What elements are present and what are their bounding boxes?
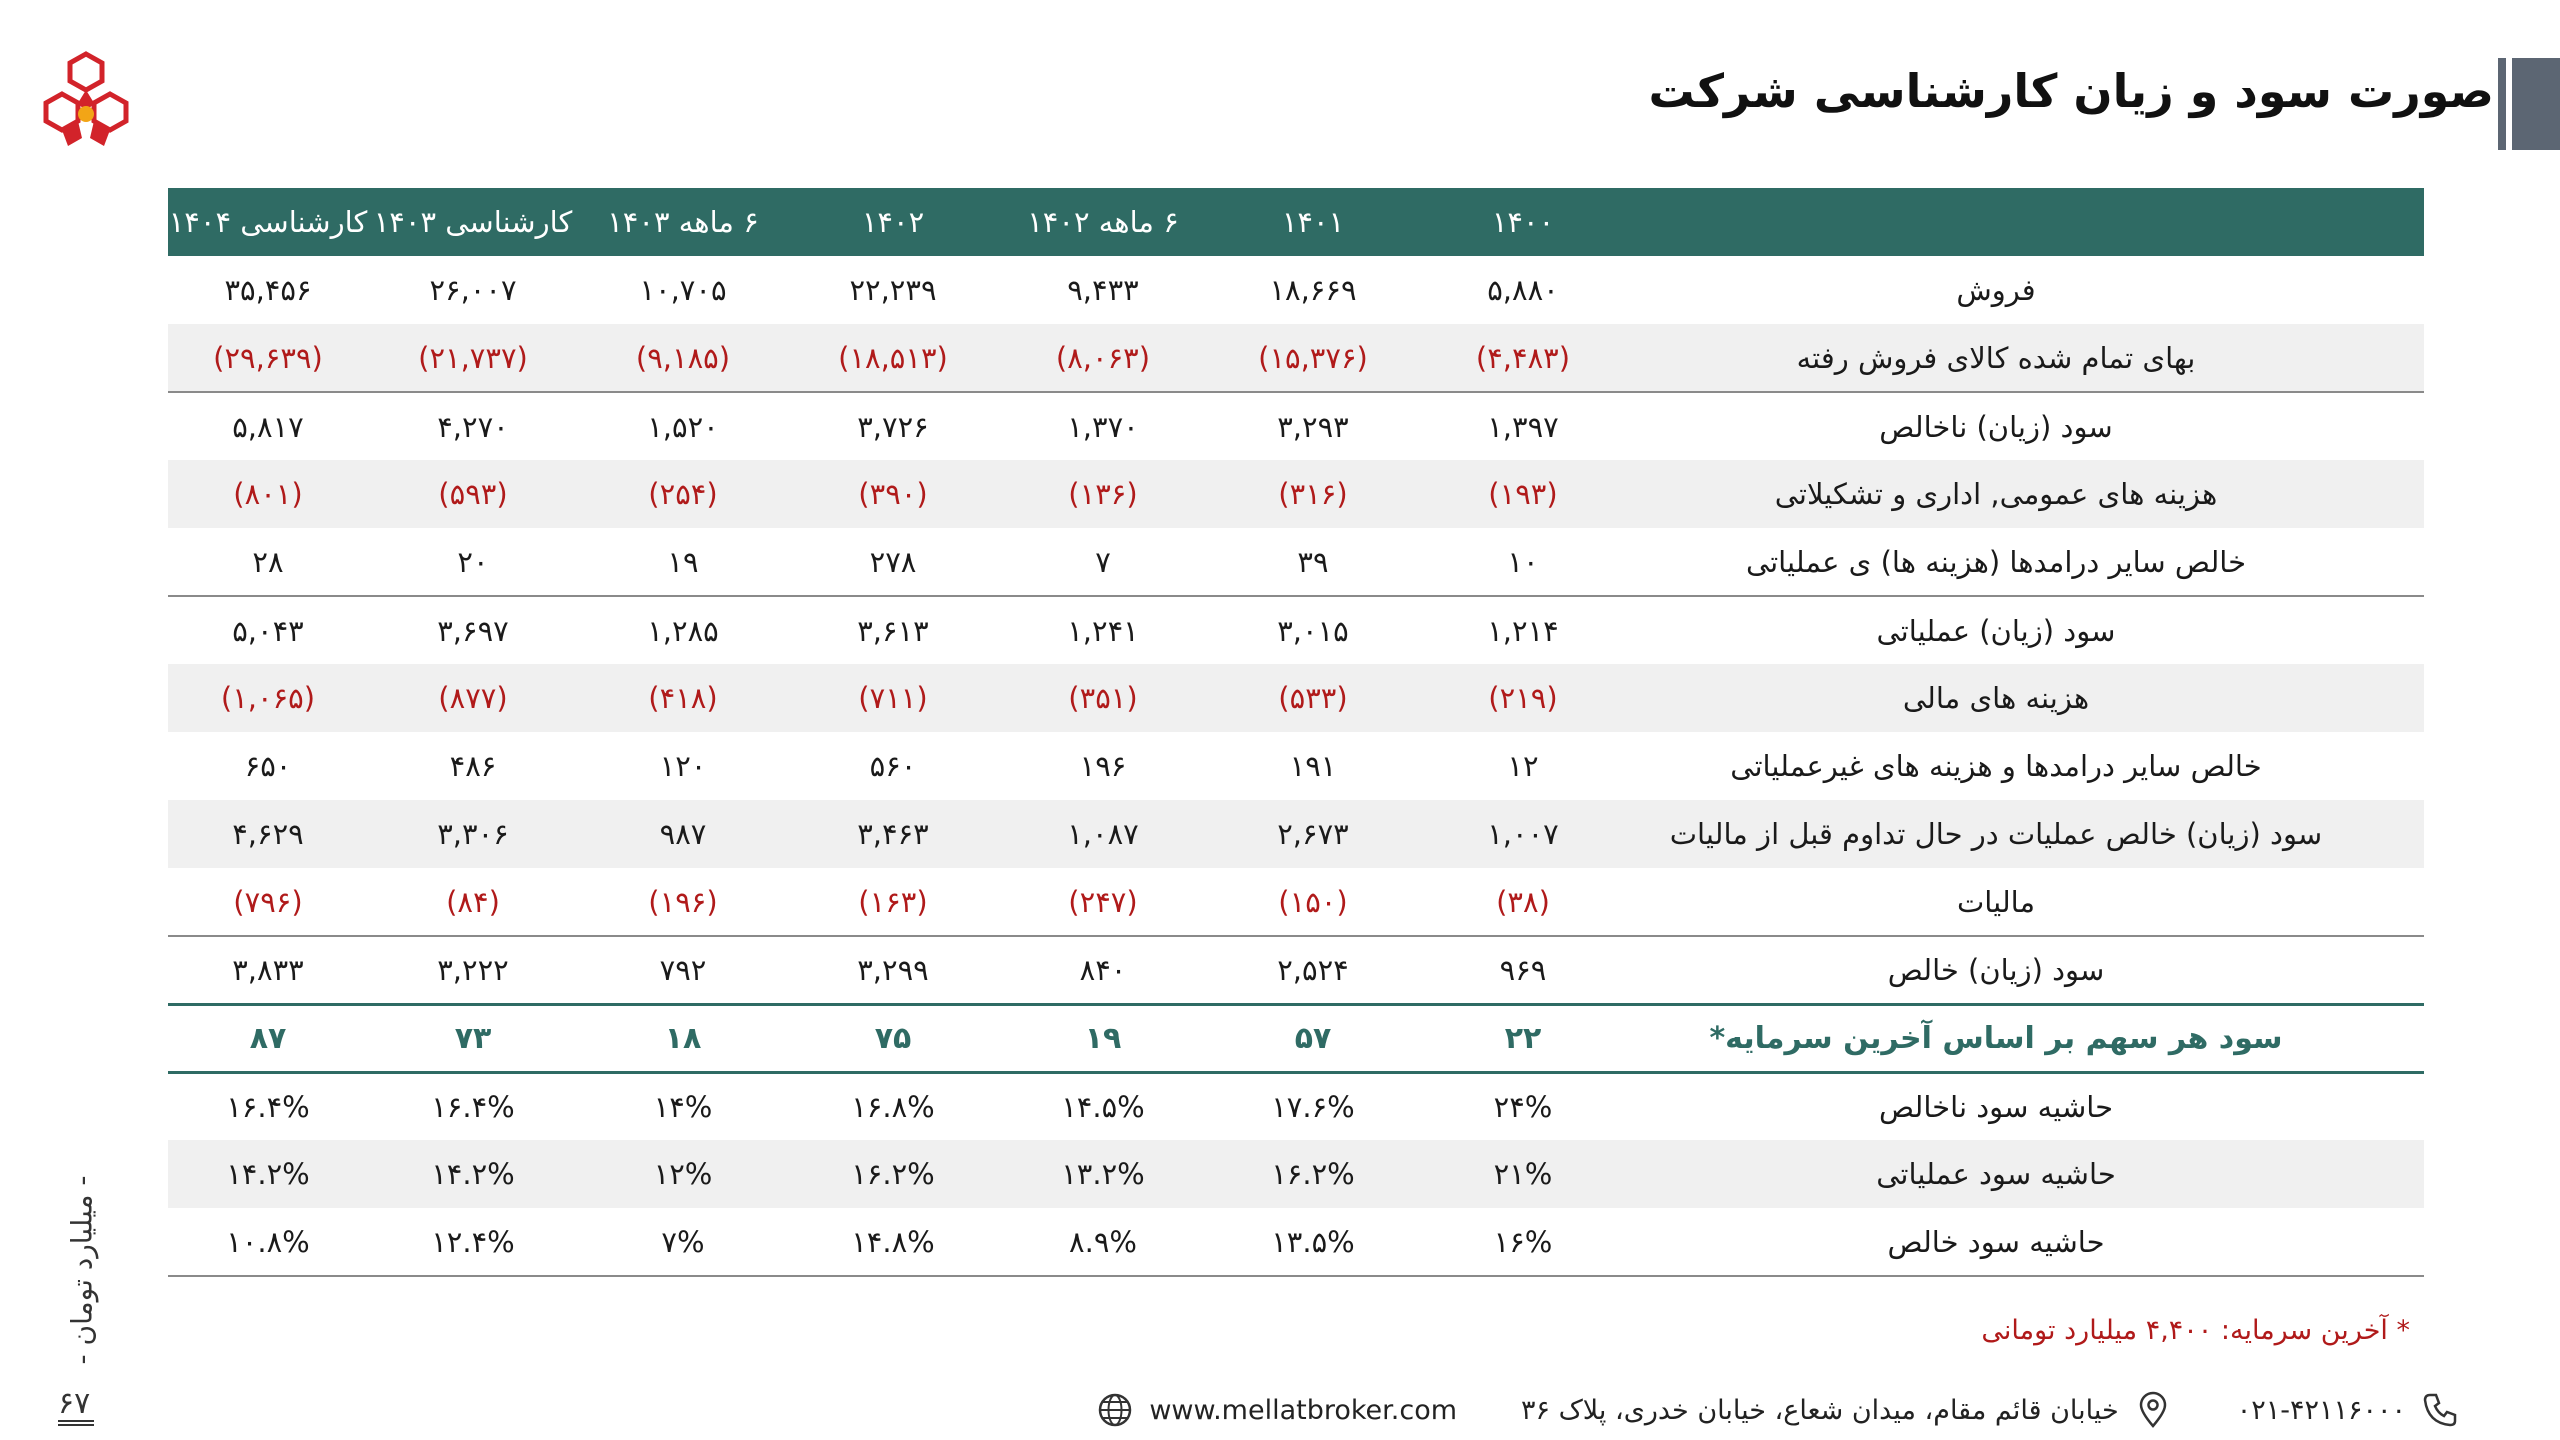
cell-value: ۱۹۱ [1289, 749, 1337, 783]
cell-value: ۴,۶۲۹ [168, 800, 368, 868]
cell-value: ۱,۲۴۱ [998, 596, 1208, 664]
cell-value: (۱,۰۶۵) [168, 664, 368, 732]
address-text: خیابان قائم مقام، میدان شعاع، خیابان خدری، پلاک ۳۶ [1521, 1394, 2119, 1426]
row-label: مالیات [1956, 884, 2036, 919]
cell-value: (۲۵۴) [578, 460, 788, 528]
cell-value: ۸.۹% [998, 1208, 1208, 1276]
cell-value: ۳۹ [1297, 544, 1329, 579]
unit-label-text: - میلیارد تومان - [65, 1175, 99, 1365]
cell-value: ۱۲% [578, 1140, 788, 1208]
cell-value: (۲۱۹) [1418, 664, 1628, 732]
cell-value: ۱۸,۶۶۹ [1269, 273, 1357, 307]
table-row [168, 460, 2424, 528]
cell-value: (۱۸,۵۱۳) [788, 324, 998, 392]
cell-value: ۳,۸۳۳ [168, 936, 368, 1004]
cell-value: ۱,۳۹۷ [1418, 392, 1628, 460]
cell-value: (۱۵۰) [1278, 884, 1348, 919]
cell-value: (۹,۱۸۵) [578, 324, 788, 392]
cell-value: ۱۲۰ [659, 749, 707, 783]
cell-value: ۵۷ [1208, 1004, 1418, 1072]
column-header: ۶ ماهه ۱۴۰۳ [578, 188, 788, 256]
column-header: ۱۴۰۰ [1418, 188, 1628, 256]
cell-value: ۱۲.۴% [368, 1208, 578, 1276]
cell-value: (۳۹۰) [788, 460, 998, 528]
cell-value: (۱۵,۳۷۶) [1208, 324, 1418, 392]
table-row [168, 732, 2424, 800]
income-statement-table [168, 188, 2424, 1277]
cell-value: ۱۶.۸% [788, 1072, 998, 1140]
website-link[interactable]: www.mellatbroker.com [1149, 1394, 1458, 1426]
title-accent-bar [2512, 58, 2560, 150]
cell-value: ۳,۴۶۳ [788, 800, 998, 868]
cell-value: ۱۷.۶% [1208, 1072, 1418, 1140]
cell-value: ۱۶.۴% [168, 1072, 368, 1140]
cell-value: ۶۵۰ [244, 749, 292, 783]
cell-value: (۸,۰۶۳) [998, 324, 1208, 392]
cell-value: (۲۱,۷۳۷) [368, 324, 578, 392]
cell-value: ۱۰ [1507, 544, 1539, 579]
cell-value: ۲۸ [252, 544, 284, 579]
table-row [168, 324, 2424, 392]
row-label: سود (زیان) خالص [1628, 936, 2424, 1004]
cell-value: ۳,۰۱۵ [1208, 596, 1418, 664]
cell-value: (۳۵۱) [998, 664, 1208, 732]
cell-value: ۹۸۷ [578, 800, 788, 868]
cell-value: ۲,۶۷۳ [1208, 800, 1418, 868]
cell-value: ۱۴.۲% [368, 1140, 578, 1208]
table-row-eps [168, 1004, 2424, 1072]
table-row [168, 1208, 2424, 1276]
column-header: ۱۴۰۲ [788, 188, 998, 256]
cell-value: (۴۱۸) [578, 664, 788, 732]
phone-icon [2420, 1390, 2460, 1430]
table-row [168, 868, 2424, 936]
cell-value: ۴,۲۷۰ [368, 392, 578, 460]
cell-value: (۲۴۷) [1068, 884, 1138, 919]
location-pin-icon [2133, 1390, 2173, 1430]
row-label: سود (زیان) خالص عملیات در حال تداوم قبل از مالیات [1628, 800, 2424, 868]
cell-value: ۲۷۸ [869, 544, 917, 579]
table-row [168, 936, 2424, 1004]
cell-value: ۱۸ [578, 1004, 788, 1072]
cell-value: (۳۱۶) [1208, 460, 1418, 528]
table-row [168, 1072, 2424, 1140]
table-row [168, 392, 2424, 460]
cell-value: ۱,۰۰۷ [1418, 800, 1628, 868]
cell-value: ۲۲ [1418, 1004, 1628, 1072]
cell-value: ۸۷ [168, 1004, 368, 1072]
cell-value: ۲۱% [1418, 1140, 1628, 1208]
cell-value: ۱۴.۲% [168, 1140, 368, 1208]
row-label: سود هر سهم بر اساس آخرین سرمایه* [1628, 1004, 2424, 1072]
row-label: هزینه های عمومی, اداری و تشکیلاتی [1628, 460, 2424, 528]
table-row [168, 596, 2424, 664]
cell-value: (۸۷۷) [368, 664, 578, 732]
cell-value: ۵,۸۸۰ [1487, 273, 1559, 307]
cell-value: ۲۶,۰۰۷ [429, 273, 517, 307]
cell-value: ۳۵,۴۵۶ [224, 273, 312, 307]
cell-value: ۹۶۹ [1418, 936, 1628, 1004]
row-label: فروش [1956, 273, 2036, 307]
cell-value: (۱۹۳) [1418, 460, 1628, 528]
cell-value: ۱۰,۷۰۵ [639, 273, 727, 307]
cell-value: ۱۶.۴% [368, 1072, 578, 1140]
cell-value: ۱,۲۸۵ [578, 596, 788, 664]
cell-value: (۲۹,۶۳۹) [168, 324, 368, 392]
column-header: کارشناسی ۱۴۰۴ [168, 188, 368, 256]
cell-value: ۱۰.۸% [168, 1208, 368, 1276]
cell-value: ۷ [1095, 544, 1111, 579]
cell-value: ۷% [578, 1208, 788, 1276]
cell-value: ۸۴۰ [998, 936, 1208, 1004]
cell-value: (۳۸) [1496, 884, 1550, 919]
cell-value: ۱,۵۲۰ [578, 392, 788, 460]
cell-value: ۳,۶۹۷ [368, 596, 578, 664]
cell-value: ۲۲,۲۳۹ [849, 273, 937, 307]
capital-footnote: * آخرین سرمایه: ۴,۴۰۰ میلیارد تومانی [1981, 1315, 2410, 1346]
cell-value: (۷۱۱) [788, 664, 998, 732]
cell-value: (۴,۴۸۳) [1418, 324, 1628, 392]
cell-value: ۳,۷۲۶ [788, 392, 998, 460]
row-label: سود (زیان) ناخالص [1628, 392, 2424, 460]
table-row [168, 528, 2424, 596]
cell-value: (۱۳۶) [998, 460, 1208, 528]
table-row [168, 664, 2424, 732]
cell-value: ۲,۵۲۴ [1208, 936, 1418, 1004]
cell-value: ۱۴% [578, 1072, 788, 1140]
cell-value: (۸۴) [446, 884, 500, 919]
cell-value: ۵,۰۴۳ [168, 596, 368, 664]
table-header-row [168, 188, 2424, 256]
cell-value: ۱,۳۷۰ [998, 392, 1208, 460]
cell-value: ۷۳ [368, 1004, 578, 1072]
cell-value: ۱۶.۲% [788, 1140, 998, 1208]
cell-value: ۵,۸۱۷ [168, 392, 368, 460]
cell-value: ۳,۲۹۹ [788, 936, 998, 1004]
row-label: حاشیه سود خالص [1628, 1208, 2424, 1276]
company-logo [38, 50, 134, 150]
globe-icon [1095, 1390, 1135, 1430]
cell-value: ۱۶.۲% [1208, 1140, 1418, 1208]
cell-value: ۳,۲۹۳ [1208, 392, 1418, 460]
title-accent-bar-thin [2498, 58, 2506, 150]
cell-value: ۲۴% [1418, 1072, 1628, 1140]
column-header: ۱۴۰۱ [1208, 188, 1418, 256]
cell-value: ۳,۲۲۲ [368, 936, 578, 1004]
table-row [168, 256, 2424, 324]
cell-value: ۱۳.۲% [998, 1140, 1208, 1208]
cell-value: ۷۵ [788, 1004, 998, 1072]
row-label: حاشیه سود عملیاتی [1628, 1140, 2424, 1208]
cell-value: ۱۲ [1507, 749, 1539, 783]
cell-value: ۴۸۶ [449, 749, 497, 783]
cell-value: ۳,۳۰۶ [368, 800, 578, 868]
row-label: خالص سایر درامدها و هزینه های غیرعملیاتی [1730, 749, 2262, 783]
footer-contact [1095, 1385, 2460, 1435]
cell-value: ۳,۶۱۳ [788, 596, 998, 664]
cell-value: ۱۹ [667, 544, 699, 579]
cell-value: (۵۳۳) [1208, 664, 1418, 732]
cell-value: ۷۹۲ [578, 936, 788, 1004]
cell-value: ۱۳.۵% [1208, 1208, 1418, 1276]
cell-value: ۵۶۰ [869, 749, 917, 783]
page-number: ۶۷ [58, 1386, 91, 1421]
cell-value: (۵۹۳) [368, 460, 578, 528]
page-number-underline [58, 1420, 94, 1426]
table-row [168, 1140, 2424, 1208]
cell-value: ۱,۲۱۴ [1418, 596, 1628, 664]
cell-value: ۲۰ [457, 544, 489, 579]
row-label: سود (زیان) عملیاتی [1628, 596, 2424, 664]
cell-value: ۱,۰۸۷ [998, 800, 1208, 868]
cell-value: (۸۰۱) [168, 460, 368, 528]
cell-value: (۷۹۶) [233, 884, 303, 919]
cell-value: ۱۴.۵% [998, 1072, 1208, 1140]
row-label: خالص سایر درامدها (هزینه ها) ی عملیاتی [1745, 544, 2247, 579]
page-title: صورت سود و زیان کارشناسی شرکت [1648, 64, 2494, 118]
phone-number: ۰۲۱-۴۲۱۱۶۰۰۰ [2236, 1394, 2406, 1426]
column-header: کارشناسی ۱۴۰۳ [368, 188, 578, 256]
cell-value: ۹,۴۳۳ [1067, 273, 1139, 307]
cell-value: ۱۹ [998, 1004, 1208, 1072]
cell-value: (۱۶۳) [858, 884, 928, 919]
unit-label [52, 1160, 112, 1380]
cell-value: ۱۴.۸% [788, 1208, 998, 1276]
row-label: بهای تمام شده کالای فروش رفته [1628, 324, 2424, 392]
column-header: ۶ ماهه ۱۴۰۲ [998, 188, 1208, 256]
column-header [1628, 188, 2424, 256]
cell-value: ۱۹۶ [1079, 749, 1127, 783]
row-label: حاشیه سود ناخالص [1628, 1072, 2424, 1140]
cell-value: ۱۶% [1418, 1208, 1628, 1276]
cell-value: (۱۹۶) [648, 884, 718, 919]
row-label: هزینه های مالی [1628, 664, 2424, 732]
table-row [168, 800, 2424, 868]
